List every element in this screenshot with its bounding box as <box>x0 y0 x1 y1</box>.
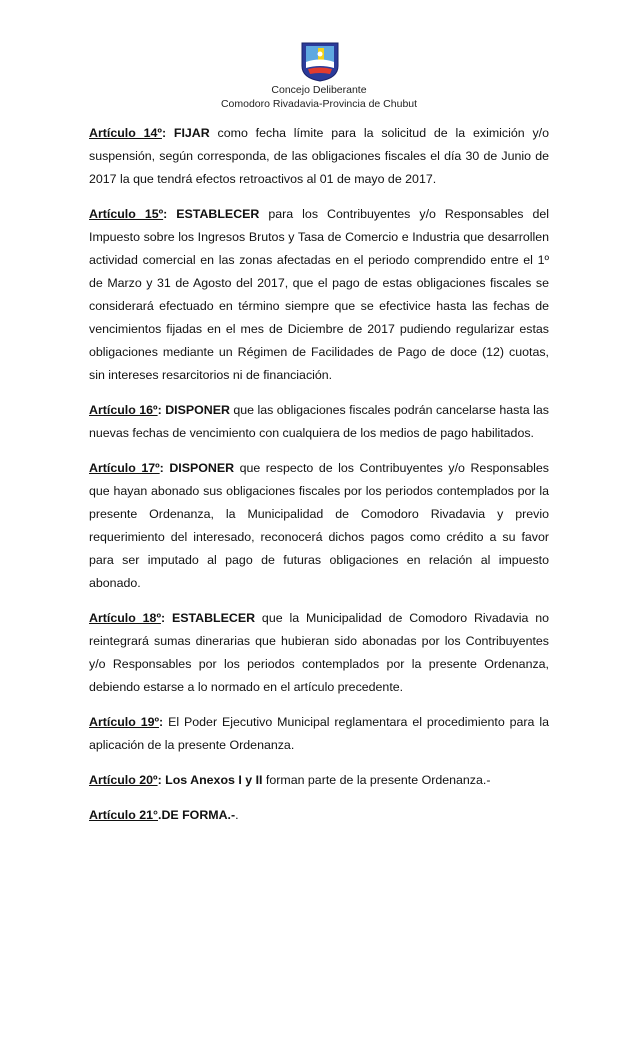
article-number: Artículo 14º <box>89 126 162 140</box>
article-separator: : <box>163 207 177 221</box>
article-verb: DISPONER <box>165 403 230 417</box>
article-separator: : <box>157 403 166 417</box>
article-text: . <box>235 808 239 822</box>
article-16 <box>89 399 549 445</box>
article-number: Artículo 15º <box>89 207 164 221</box>
ordinance-body <box>89 122 549 839</box>
article-verb: DE FORMA.- <box>161 808 236 822</box>
article-text: como fecha límite para la solicitud de la eximición y/o suspensión, según corresponda, de las obligaciones fiscales el día 30 de Junio de 2017 la que tendrá efectos retroactivos al 01 de mayo de 2017. <box>89 126 549 186</box>
article-separator: : <box>157 773 166 787</box>
article-21 <box>89 804 549 827</box>
municipal-crest-logo <box>298 40 342 82</box>
article-verb: DISPONER <box>169 461 235 475</box>
header-city-province: Comodoro Rivadavia-Provincia de Chubut <box>220 98 418 110</box>
article-separator: : <box>159 461 170 475</box>
article-14 <box>89 122 549 191</box>
article-number: Artículo 18º <box>89 611 161 625</box>
article-number: Artículo 17º <box>89 461 160 475</box>
article-text: que respecto de los Contribuyentes y/o Responsables que hayan abonado sus obligaciones fiscales por los periodos contemplados por la presente Ordenanza, la Municipalidad de Comodoro Rivadavia y previo requerimiento del interesado, reconocerá dichos pagos como crédito a su favor para ser imputado al pago de futuras obligaciones en relación al impuesto abonado. <box>89 461 550 590</box>
article-17 <box>89 457 549 595</box>
article-18 <box>89 607 549 699</box>
article-separator: : <box>161 126 174 140</box>
article-number: Artículo 16º <box>89 403 158 417</box>
article-separator: : <box>159 715 169 729</box>
article-text: para los Contribuyentes y/o Responsables del Impuesto sobre los Ingresos Brutos y Tasa de Comercio e Industria que desarrollen actividad comercial en las zonas afectadas en el periodo comprendido entre el 1º de Marzo y 31 de Agosto del 2017, que el pago de estas obligaciones fiscales se considerará efectuado en término siempre que se efectivice hasta las fechas de vencimientos fijadas en el mes de Diciembre de 2017 pudiendo regularizar estas obligaciones mediante un Régimen de Facilidades de Pago de doce (12) cuotas, sin intereses resarcitorios ni de financiación. <box>89 207 549 382</box>
article-separator: . <box>158 808 162 822</box>
article-verb: Los Anexos I y II <box>165 773 263 787</box>
header-council-name: Concejo Deliberante <box>271 84 367 96</box>
article-separator: : <box>160 611 172 625</box>
article-verb: ESTABLECER <box>176 207 260 221</box>
article-19 <box>89 711 549 757</box>
article-number: Artículo 21° <box>89 808 158 822</box>
article-verb: FIJAR <box>173 126 210 140</box>
article-15 <box>89 203 549 387</box>
article-20 <box>89 769 549 792</box>
article-verb: ESTABLECER <box>171 611 256 625</box>
article-text: que la Municipalidad de Comodoro Rivadavia no reintegrará sumas dinerarias que hubieran sido abonadas por los Contribuyentes y/o Responsables por los periodos contemplados por la presente Ordenanza, debiendo estarse a lo normado en el artículo precedente. <box>89 611 549 694</box>
article-number: Artículo 19º <box>89 715 160 729</box>
article-number: Artículo 20º <box>89 773 158 787</box>
article-text: que las obligaciones fiscales podrán cancelarse hasta las nuevas fechas de vencimiento con cualquiera de los medios de pago habilitados. <box>89 403 549 440</box>
article-text: forman parte de la presente Ordenanza.- <box>262 773 491 787</box>
article-text: El Poder Ejecutivo Municipal reglamentara el procedimiento para la aplicación de la presente Ordenanza. <box>89 715 549 752</box>
